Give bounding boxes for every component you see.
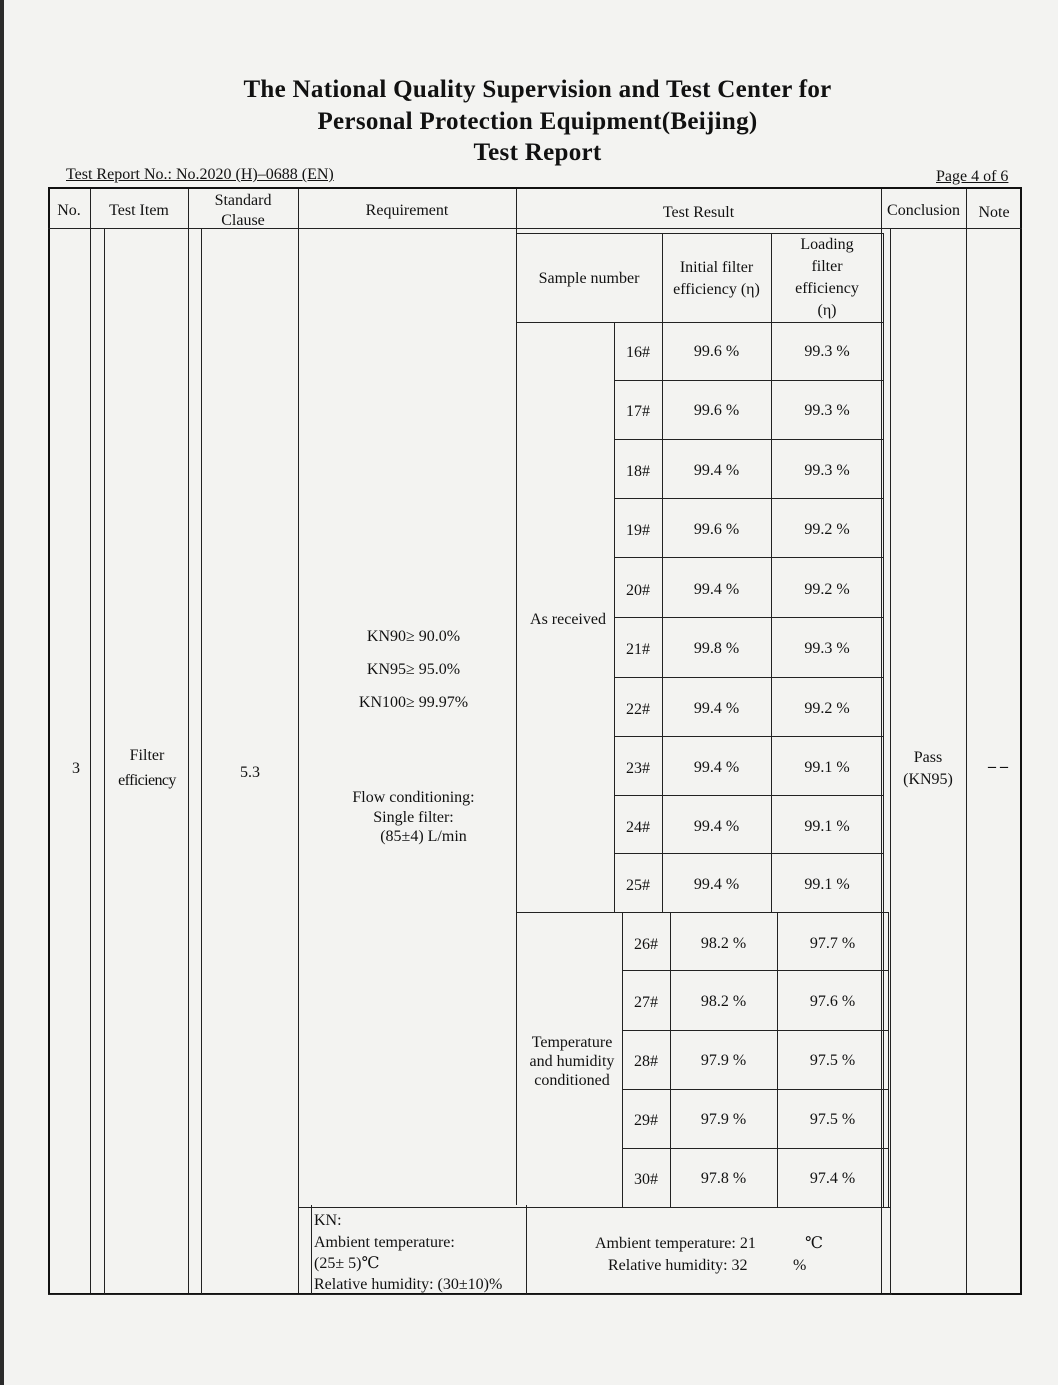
sample-id: 18#: [626, 463, 650, 480]
initial-efficiency: 97.9 %: [700, 1111, 747, 1128]
loading-efficiency-header: (η): [817, 302, 837, 319]
loading-efficiency: 99.3 %: [804, 402, 850, 419]
note-value: – –: [988, 758, 1008, 775]
single-filter: Single filter:: [373, 809, 454, 826]
group-temp-humidity: Temperature: [531, 1034, 613, 1051]
row-line: [614, 380, 883, 381]
loading-efficiency: 99.3 %: [804, 640, 850, 657]
flow-conditioning: Flow conditioning:: [352, 789, 475, 806]
initial-efficiency: 99.4 %: [693, 876, 740, 893]
loading-efficiency-header: efficiency: [795, 280, 859, 297]
sample-id: 26#: [634, 936, 658, 953]
loading-efficiency: 99.2 %: [804, 521, 850, 538]
loading-efficiency-header: filter: [811, 258, 843, 275]
row-line: [622, 1030, 888, 1031]
row-line: [614, 557, 883, 558]
humidity-result-unit: %: [793, 1257, 807, 1274]
ambient-result-unit: ℃: [805, 1235, 823, 1252]
ambient-requirement: Ambient temperature:: [314, 1234, 455, 1251]
initial-efficiency: 99.6 %: [693, 402, 740, 419]
row-line: [614, 677, 883, 678]
row-line: [614, 853, 883, 854]
sample-id: 20#: [626, 582, 650, 599]
test-item: Filter: [129, 747, 165, 764]
loading-efficiency: 97.5 %: [809, 1052, 856, 1069]
header-clause: Clause: [221, 212, 265, 229]
group-as-received: As received: [530, 611, 606, 628]
initial-efficiency: 99.8 %: [693, 640, 740, 657]
col-line: [662, 233, 663, 912]
loading-efficiency: 97.4 %: [809, 1170, 856, 1187]
humidity-range: Relative humidity: (30±10)%: [314, 1276, 503, 1293]
initial-efficiency: 99.6 %: [693, 343, 740, 360]
initial-efficiency: 98.2 %: [700, 935, 747, 952]
header-test-item: Test Item: [109, 202, 169, 219]
sample-id: 17#: [626, 403, 650, 420]
sample-id: 22#: [626, 701, 650, 718]
sample-id: 27#: [634, 994, 658, 1011]
sample-id: 16#: [626, 344, 650, 361]
ambient-result: Ambient temperature: 21: [595, 1235, 756, 1252]
kn-label: KN:: [314, 1212, 342, 1229]
header-standard: Standard: [214, 192, 272, 209]
initial-efficiency: 98.2 %: [700, 993, 747, 1010]
header-note: Note: [978, 204, 1010, 221]
col-line: [90, 189, 91, 1293]
col-line: [516, 189, 517, 1205]
row-number: 3: [72, 760, 80, 777]
sample-number-header: Sample number: [538, 270, 640, 287]
sample-id: 19#: [626, 522, 650, 539]
initial-efficiency: 99.4 %: [693, 700, 740, 717]
row-line: [614, 498, 883, 499]
conclusion-pass: Pass: [913, 749, 943, 766]
row-line: [298, 1207, 890, 1208]
loading-efficiency: 99.3 %: [804, 462, 850, 479]
row-line: [516, 912, 888, 913]
loading-efficiency: 97.7 %: [809, 935, 856, 952]
sample-id: 21#: [626, 641, 650, 658]
initial-efficiency: 99.4 %: [693, 462, 740, 479]
col-line: [188, 189, 189, 1293]
loading-efficiency: 99.2 %: [804, 700, 850, 717]
report-title-line-1: The National Quality Supervision and Test Center for: [243, 76, 832, 103]
initial-efficiency: 99.4 %: [693, 581, 740, 598]
initial-efficiency: 99.4 %: [693, 818, 740, 835]
report-number: Test Report No.: No.2020 (H)–0688 (EN): [66, 166, 334, 183]
row-line: [614, 795, 883, 796]
ambient-range: (25± 5)℃: [314, 1255, 380, 1272]
header-conclusion: Conclusion: [887, 202, 960, 219]
initial-efficiency-header: Initial filter: [679, 259, 754, 276]
conclusion-grade: (KN95): [903, 771, 953, 788]
requirement-kn90: KN90≥ 90.0%: [366, 628, 461, 645]
loading-efficiency: 99.1 %: [804, 759, 850, 776]
row-line: [622, 970, 888, 971]
row-line: [614, 617, 883, 618]
col-line: [888, 912, 889, 1207]
row-line: [614, 736, 883, 737]
loading-efficiency: 97.6 %: [809, 993, 856, 1010]
page-number: Page 4 of 6: [936, 168, 1009, 185]
initial-efficiency: 99.6 %: [693, 521, 740, 538]
sample-id: 23#: [626, 760, 650, 777]
initial-efficiency: 97.8 %: [700, 1170, 747, 1187]
loading-efficiency-header: Loading: [800, 236, 854, 253]
col-line: [298, 189, 299, 1293]
row-line: [622, 1089, 888, 1090]
loading-efficiency: 99.2 %: [804, 581, 850, 598]
header-test-result: Test Result: [662, 204, 735, 221]
row-line: [516, 322, 883, 323]
report-title-line-2: Personal Protection Equipment(Beijing): [317, 108, 758, 135]
col-line: [966, 189, 967, 1293]
test-item: efficiency: [118, 772, 176, 789]
humidity-result: Relative humidity: 32: [608, 1257, 748, 1274]
initial-efficiency: 99.4 %: [693, 759, 740, 776]
loading-efficiency: 99.1 %: [804, 818, 850, 835]
header-no: No.: [57, 202, 81, 219]
flow-rate: (85±4) L/min: [380, 828, 467, 845]
col-line: [526, 1205, 527, 1294]
requirement-kn95: KN95≥ 95.0%: [366, 661, 461, 678]
page-edge: [0, 0, 4, 1385]
row-line: [614, 439, 883, 440]
group-temp-humidity: and humidity: [529, 1053, 615, 1070]
initial-efficiency: 97.9 %: [700, 1052, 747, 1069]
loading-efficiency: 99.3 %: [804, 343, 850, 360]
sample-id: 30#: [634, 1171, 658, 1188]
col-line: [311, 1205, 312, 1294]
report-title-line-3: Test Report: [473, 139, 602, 166]
loading-efficiency: 97.5 %: [809, 1111, 856, 1128]
sample-id: 29#: [634, 1112, 658, 1129]
initial-efficiency-header: efficiency (η): [673, 281, 760, 298]
loading-efficiency: 99.1 %: [804, 876, 850, 893]
header-requirement: Requirement: [365, 202, 449, 219]
row-line: [622, 1148, 888, 1149]
requirement-kn100: KN100≥ 99.97%: [358, 694, 469, 711]
col-line: [771, 233, 772, 912]
sample-id: 28#: [634, 1053, 658, 1070]
group-temp-humidity: conditioned: [534, 1072, 610, 1089]
standard-clause: 5.3: [240, 764, 260, 781]
sample-id: 24#: [626, 819, 650, 836]
sample-id: 25#: [626, 877, 650, 894]
